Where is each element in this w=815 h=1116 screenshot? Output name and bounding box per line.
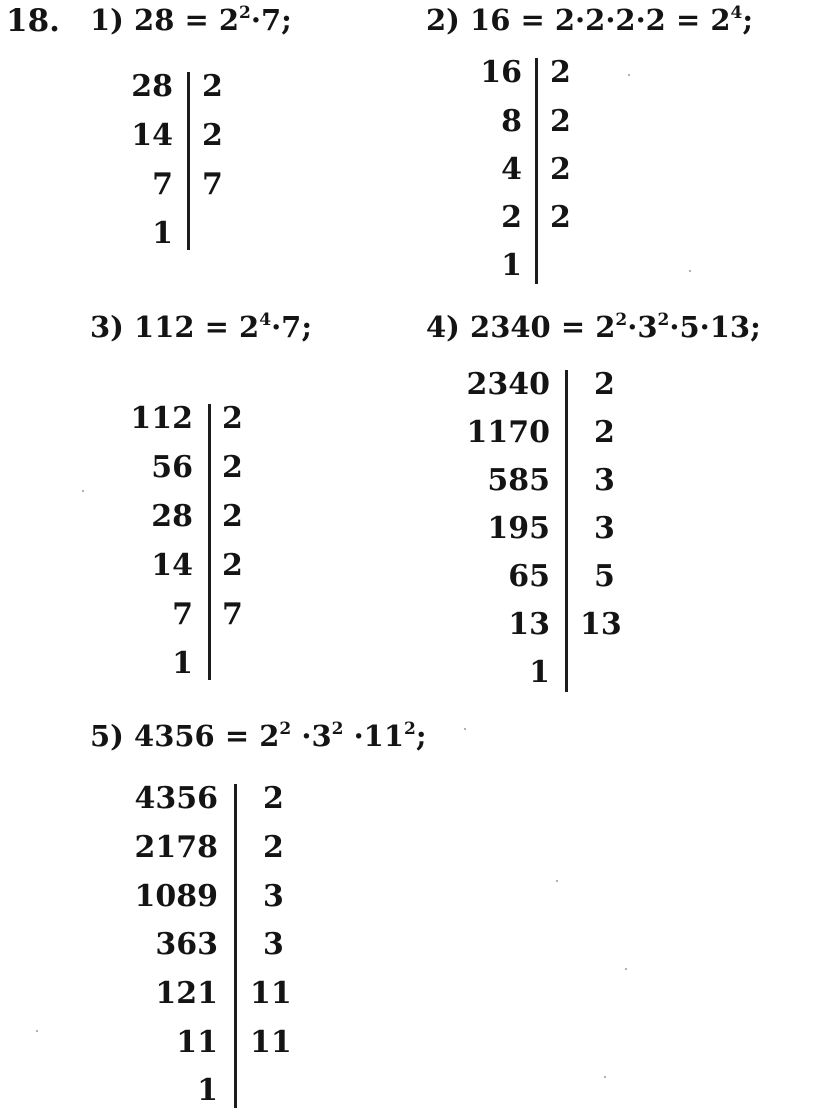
dividend: 65 xyxy=(508,559,550,594)
divisor: 2 xyxy=(263,830,284,865)
divisor: 2 xyxy=(222,499,243,534)
divisor: 5 xyxy=(594,559,615,594)
scan-speck xyxy=(628,74,630,76)
problem-2-equation: $16 = 2\cdot 2\cdot 2\cdot 2 = 2^4$; xyxy=(470,3,754,37)
dividend: 7 xyxy=(152,167,173,202)
dividend: 28 xyxy=(131,69,173,104)
dividend: 121 xyxy=(155,976,218,1011)
dividend: 2178 xyxy=(134,830,218,865)
problem-1-equation: $28 = 2^2\cdot 7$; xyxy=(134,3,292,37)
divisor: 2 xyxy=(550,55,571,90)
dividend: 13 xyxy=(508,607,550,642)
dividend: 16 xyxy=(480,55,522,90)
divisor: 3 xyxy=(263,879,284,914)
dividend: 1 xyxy=(197,1073,218,1108)
dividend: 363 xyxy=(155,927,218,962)
divisor: 11 xyxy=(250,1025,292,1060)
divisor: 2 xyxy=(263,781,284,816)
scan-speck xyxy=(556,880,558,882)
dividend: 14 xyxy=(151,548,193,583)
dividend: 1 xyxy=(501,248,522,283)
division-bar xyxy=(234,784,237,1108)
dividend: 2 xyxy=(501,200,522,235)
problem-3-equation: $112 = 2^4\cdot 7$; xyxy=(134,310,313,344)
scan-speck xyxy=(36,1030,38,1032)
division-bar xyxy=(208,404,211,680)
division-bar xyxy=(535,58,538,284)
divisor: 3 xyxy=(594,511,615,546)
dividend: 1 xyxy=(152,216,173,251)
divisor: 2 xyxy=(594,415,615,450)
division-bar xyxy=(187,72,190,250)
problem-1-label: 1) xyxy=(90,3,124,37)
problem-3-label: 3) xyxy=(90,310,124,344)
dividend: 14 xyxy=(131,118,173,153)
problem-4-equation: $2340 = 2^2\cdot 3^2\cdot 5\cdot 13$; xyxy=(470,310,761,344)
division-bar xyxy=(565,370,568,692)
dividend: 1170 xyxy=(466,415,550,450)
divisor: 2 xyxy=(202,69,223,104)
dividend: 8 xyxy=(501,104,522,139)
divisor: 2 xyxy=(550,104,571,139)
exercise-number: 18. xyxy=(6,3,60,39)
dividend: 56 xyxy=(151,450,193,485)
problem-4-heading xyxy=(426,310,761,344)
dividend: 1089 xyxy=(134,879,218,914)
dividend: 28 xyxy=(151,499,193,534)
problem-1-heading xyxy=(90,3,292,37)
divisor: 2 xyxy=(202,118,223,153)
dividend: 195 xyxy=(487,511,550,546)
dividend: 1 xyxy=(172,646,193,681)
divisor: 7 xyxy=(222,597,243,632)
dividend: 112 xyxy=(130,401,193,436)
problem-2-heading xyxy=(426,3,754,37)
dividend: 4356 xyxy=(134,781,218,816)
dividend: 585 xyxy=(487,463,550,498)
divisor: 3 xyxy=(263,927,284,962)
divisor: 2 xyxy=(550,200,571,235)
divisor: 3 xyxy=(594,463,615,498)
dividend: 4 xyxy=(501,152,522,187)
divisor: 2 xyxy=(222,548,243,583)
divisor: 2 xyxy=(550,152,571,187)
dividend: 2340 xyxy=(466,367,550,402)
problem-4-label: 4) xyxy=(426,310,460,344)
scan-speck xyxy=(689,270,691,272)
scan-speck xyxy=(604,1076,606,1078)
divisor: 11 xyxy=(250,976,292,1011)
divisor: 2 xyxy=(222,401,243,436)
problem-3-heading xyxy=(90,310,313,344)
scan-speck xyxy=(464,728,466,730)
problem-5-equation: $4356 = 2^2 \cdot 3^2 \cdot 11^2$; xyxy=(134,719,427,753)
divisor: 13 xyxy=(580,607,622,642)
problem-5-label: 5) xyxy=(90,719,124,753)
divisor: 2 xyxy=(222,450,243,485)
scan-speck xyxy=(82,490,84,492)
scan-speck xyxy=(625,968,627,970)
divisor: 7 xyxy=(202,167,223,202)
dividend: 11 xyxy=(176,1025,218,1060)
divisor: 2 xyxy=(594,367,615,402)
dividend: 7 xyxy=(172,597,193,632)
problem-5-heading xyxy=(90,719,427,753)
dividend: 1 xyxy=(529,655,550,690)
problem-2-label: 2) xyxy=(426,3,460,37)
